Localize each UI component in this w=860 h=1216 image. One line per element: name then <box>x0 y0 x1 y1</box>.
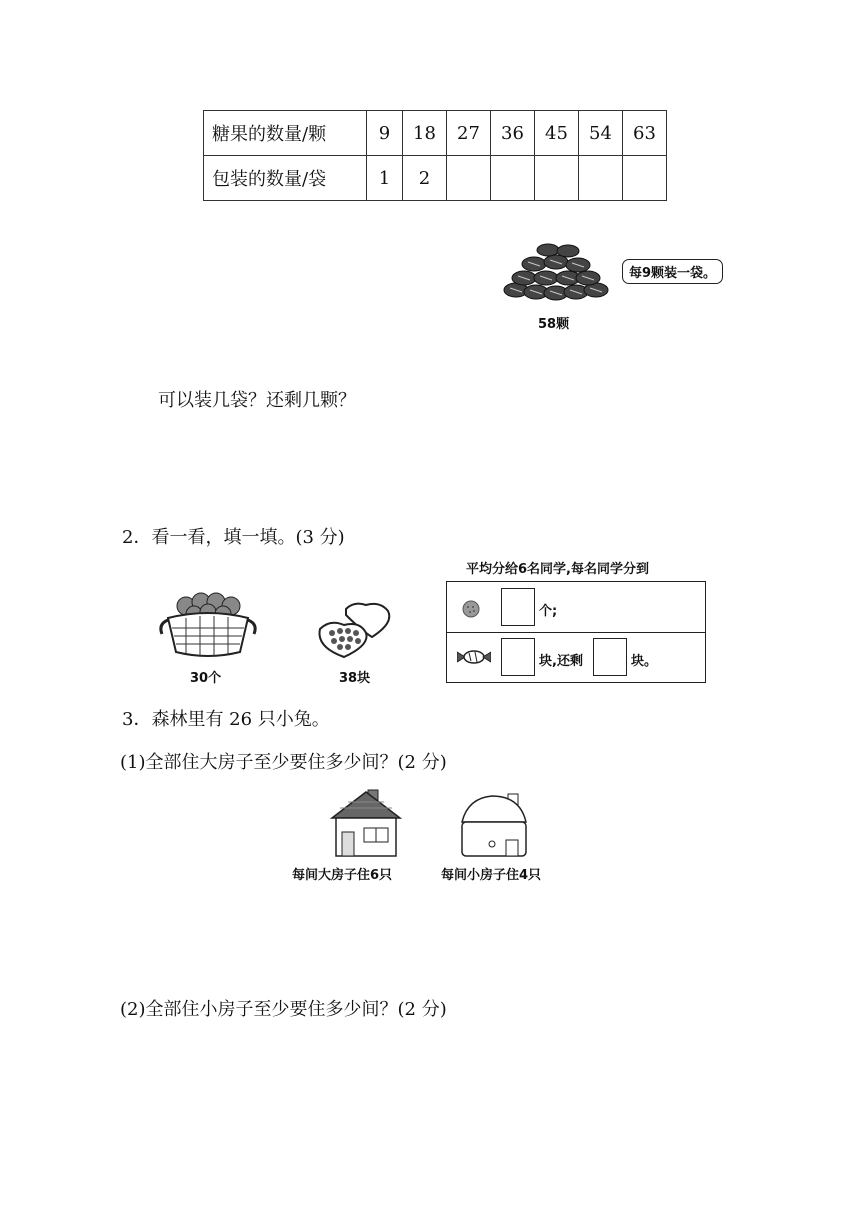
big-house-icon <box>328 788 404 858</box>
big-house-caption: 每间大房子住6只 <box>292 868 393 883</box>
unit-label: 块。 <box>631 654 658 669</box>
unit-label: 块,还剩 <box>539 654 583 669</box>
candy-table <box>203 110 667 201</box>
basket-caption: 30个 <box>190 671 222 686</box>
table-cell: 36 <box>491 111 535 156</box>
chocolate-box-icon <box>310 601 394 659</box>
answer-box-per-student[interactable] <box>501 638 535 676</box>
table-cell: 1 <box>367 156 403 201</box>
question-2-title: 2．看一看，填一填。(3 分) <box>122 527 345 548</box>
question-3-part-1: (1)全部住大房子至少要住多少间？(2 分) <box>120 752 447 773</box>
share-title: 平均分给6名同学,每名同学分到 <box>466 562 649 577</box>
answer-cell[interactable] <box>447 156 491 201</box>
question-3-part-2: (2)全部住小房子至少要住多少间？(2 分) <box>120 999 447 1020</box>
table-row <box>204 156 667 201</box>
table-cell: 45 <box>535 111 579 156</box>
candy-icon <box>457 650 491 664</box>
table-cell: 27 <box>447 111 491 156</box>
small-house-caption: 每间小房子住4只 <box>441 868 542 883</box>
answer-cell[interactable] <box>491 156 535 201</box>
share-row-strawberry <box>447 582 705 633</box>
answer-box-strawberry[interactable] <box>501 588 535 626</box>
question-1-subtext: 可以装几袋？还剩几颗？ <box>158 390 356 411</box>
row-header: 糖果的数量/颗 <box>204 111 367 156</box>
answer-cell[interactable] <box>579 156 623 201</box>
unit-label: 个; <box>539 604 558 619</box>
table-cell: 9 <box>367 111 403 156</box>
candy-pile-illustration <box>496 240 620 306</box>
candy-count-caption: 58颗 <box>538 317 570 332</box>
speech-bubble: 每9颗装一袋。 <box>622 259 723 284</box>
small-house-icon <box>456 792 532 858</box>
strawberry-icon <box>461 598 481 618</box>
question-3-title: 3．森林里有 26 只小兔。 <box>122 709 330 730</box>
table-cell: 18 <box>403 111 447 156</box>
share-row-chocolate <box>447 632 705 682</box>
table-cell: 2 <box>403 156 447 201</box>
answer-cell[interactable] <box>535 156 579 201</box>
answer-box-remainder[interactable] <box>593 638 627 676</box>
answer-cell[interactable] <box>623 156 667 201</box>
share-answer-box <box>446 581 706 683</box>
table-row <box>204 111 667 156</box>
table-cell: 54 <box>579 111 623 156</box>
chocolate-caption: 38块 <box>339 671 371 686</box>
row-header: 包装的数量/袋 <box>204 156 367 201</box>
table-cell: 63 <box>623 111 667 156</box>
basket-icon <box>156 588 260 660</box>
